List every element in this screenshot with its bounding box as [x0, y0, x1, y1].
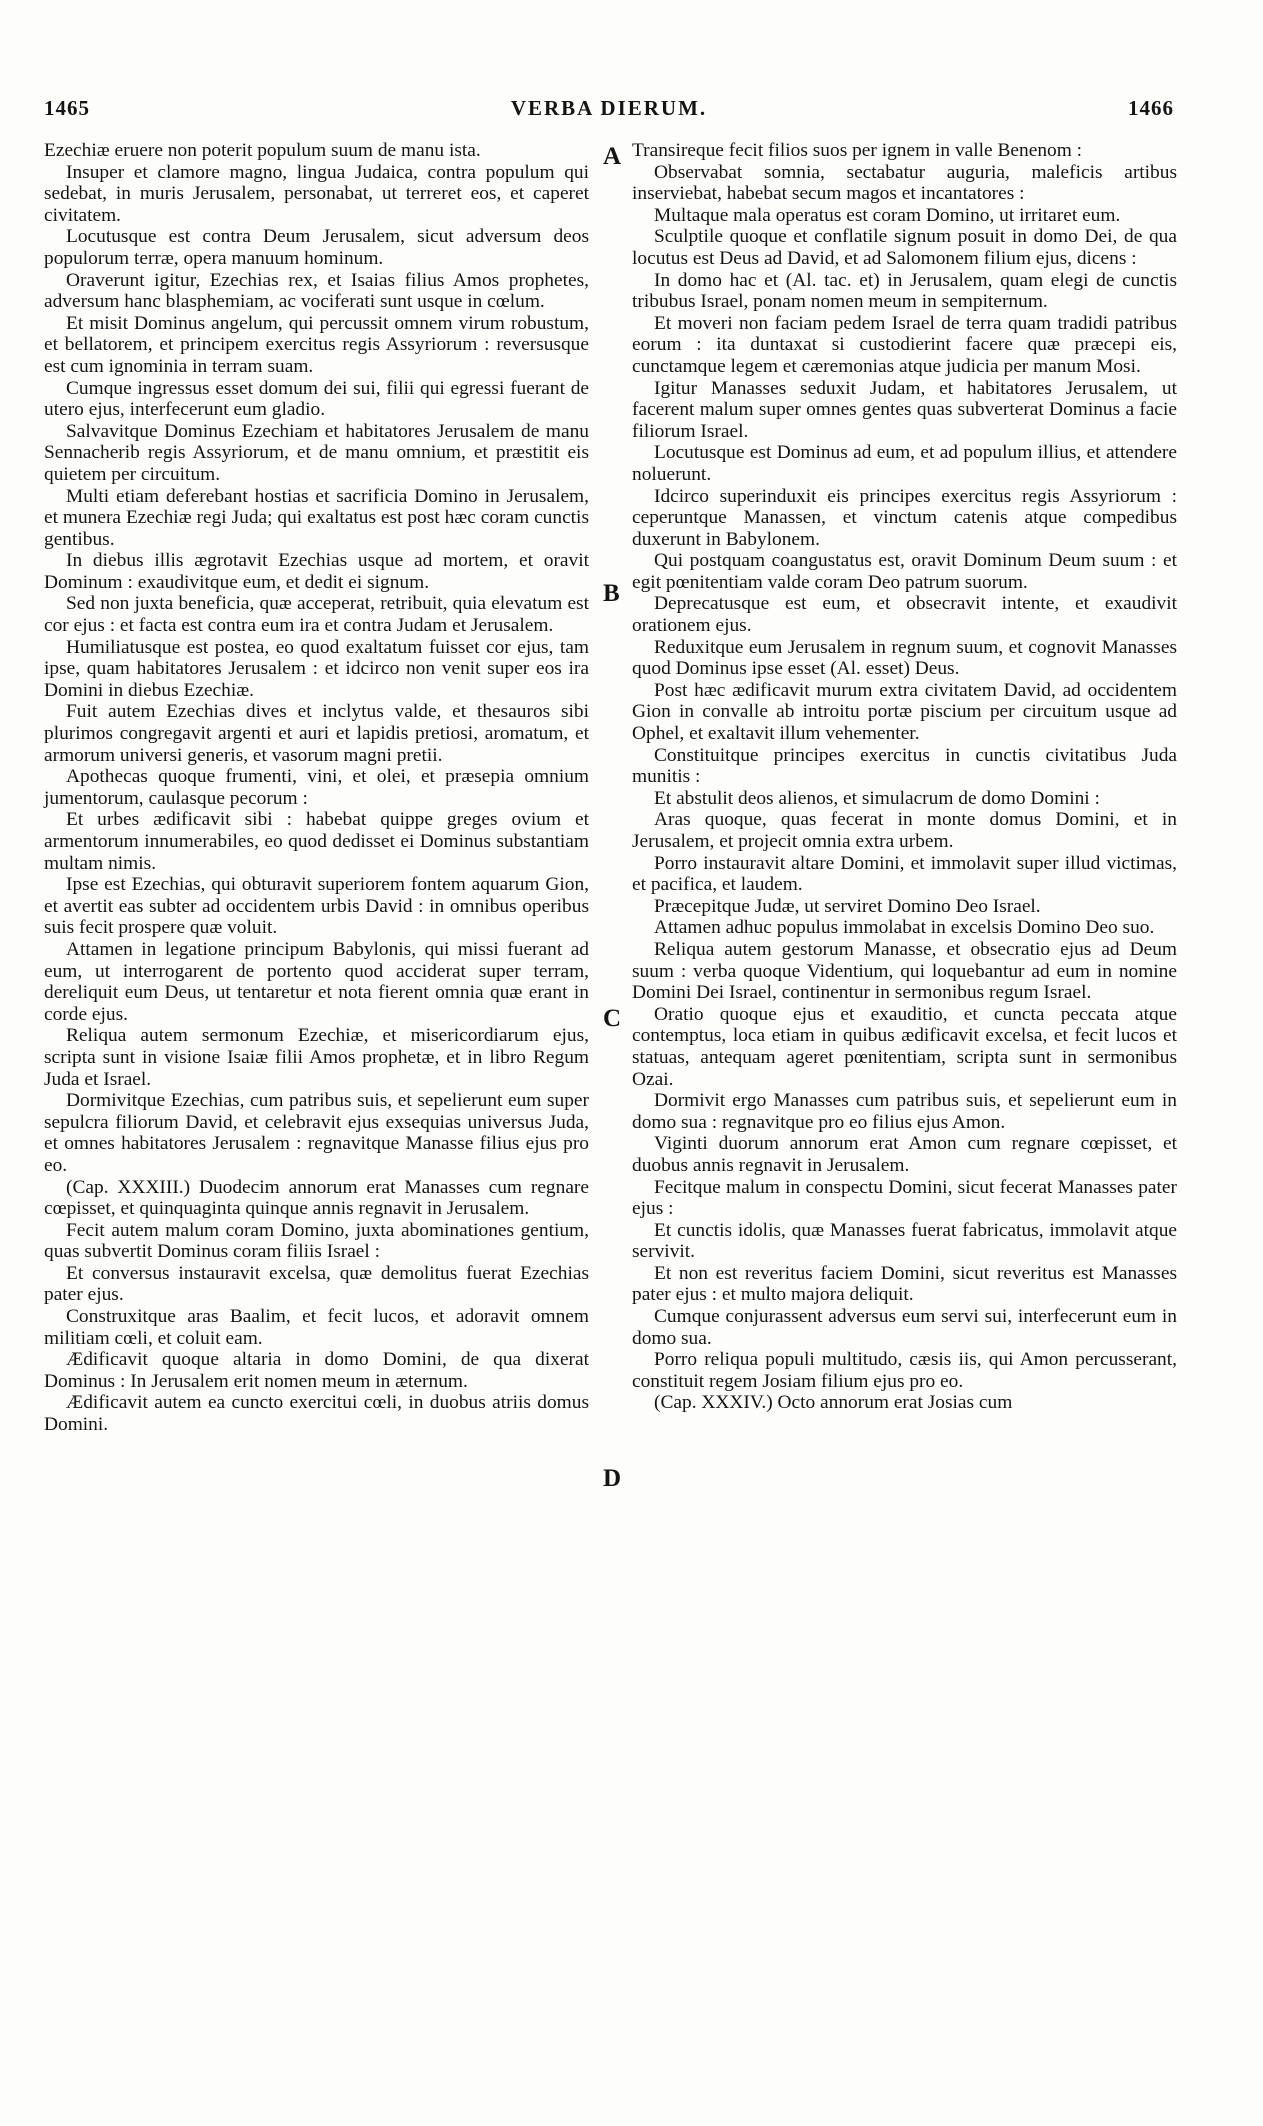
verse-paragraph: Deprecatusque est eum, et obsecravit intente, et exaudivit orationem ejus. [632, 593, 1177, 637]
verse-paragraph: Sed non juxta beneficia, quæ acceperat, retribuit, quia elevatum est cor ejus : et facta est contra eum ira et contra Judam et Jerusalem. [44, 593, 589, 637]
verse-paragraph: Fuit autem Ezechias dives et inclytus valde, et thesauros sibi plurimos congregavit argenti et auri et lapidis pretiosi, aromatum, et armorum universi generis, et vasorum magni pretii. [44, 701, 589, 766]
verse-paragraph: Fecitque malum in conspectu Domini, sicut fecerat Manasses pater ejus : [632, 1176, 1177, 1220]
verse-paragraph: Dormivit ergo Manasses cum patribus suis, et sepelierunt eum in domo sua : regnavitque pro eo filius ejus Amon. [632, 1090, 1177, 1133]
verse-paragraph: Idcirco superinduxit eis principes exercitus regis Assyriorum : ceperuntque Manassen, et vinctum catenis atque compedibus duxerunt in Babylonem. [632, 485, 1177, 550]
verse-paragraph: Porro reliqua populi multitudo, cæsis iis, qui Amon percusserant, constituit regem Josiam filium ejus pro eo. [632, 1349, 1177, 1392]
verse-paragraph: Et cunctis idolis, quæ Manasses fuerat fabricatus, immolavit atque servivit. [632, 1219, 1177, 1263]
verse-paragraph: Cumque conjurassent adversus eum servi sui, interfecerunt eum in domo sua. [632, 1306, 1177, 1349]
verse-paragraph: Multaque mala operatus est coram Domino, ut irritaret eum. [654, 204, 1121, 226]
left-column [44, 140, 589, 1436]
verse-paragraph: Humiliatusque est postea, eo quod exaltatum fuisset cor ejus, tam ipse, quam habitatores Jerusalem : et idcirco non venit super eos ira Domini in diebus Ezechiæ. [44, 636, 589, 701]
verse-paragraph: Et abstulit deos alienos, et simulacrum de domo Domini : [654, 787, 1100, 809]
margin-letter-b: B [603, 580, 620, 607]
verse-paragraph: Et non est reveritus faciem Domini, sicut reveritus est Manasses pater ejus : et multo majora deliquit. [632, 1262, 1177, 1306]
verse-paragraph: Constituitque principes exercitus in cunctis civitatibus Juda munitis : [632, 744, 1177, 788]
verse-paragraph: Igitur Manasses seduxit Judam, et habitatores Jerusalem, ut facerent malum super omnes gentes quas subverterat Dominus a facie filiorum Israel. [632, 377, 1177, 442]
verse-paragraph: Ædificavit autem ea cuncto exercitui cœli, in duobus atriis domus Domini. [44, 1392, 589, 1436]
verse-paragraph: Cumque ingressus esset domum dei sui, filii qui egressi fuerant de utero ejus, interfecerunt eum gladio. [44, 377, 589, 421]
verse-paragraph: Ezechiæ eruere non poterit populum suum de manu ista. [44, 140, 481, 161]
verse-paragraph: Locutusque est Dominus ad eum, et ad populum illius, et attendere noluerunt. [632, 442, 1177, 485]
verse-paragraph: Apothecas quoque frumenti, vini, et olei, et præsepia omnium jumentorum, caulasque pecorum : [44, 766, 589, 809]
verse-paragraph: Observabat somnia, sectabatur auguria, maleficis artibus inserviebat, habebat secum magos et incantatores : [632, 161, 1177, 205]
verse-paragraph: Insuper et clamore magno, lingua Judaica, contra populum qui sedebat, in muris Jerusalem, personabat, ut terreret eos, et caperet civitatem. [44, 161, 589, 226]
verse-paragraph: Post hæc ædificavit murum extra civitatem David, ad occidentem Gion in convalle ab introitu portæ piscium per circuitum usque ad Ophel, et exaltavit illum vehementer. [632, 679, 1177, 745]
verse-paragraph: Multi etiam deferebant hostias et sacrificia Domino in Jerusalem, et munera Ezechiæ regi Juda; qui exaltatus est post hæc coram cunctis gentibus. [44, 485, 589, 550]
verse-paragraph: Oratio quoque ejus et exauditio, et cuncta peccata atque contemptus, loca etiam in quibus ædificavit excelsa, et fecit lucos et statuas, antequam ageret pœnitentiam, scripta sunt in sermonibus Ozai. [632, 1003, 1177, 1090]
verse-paragraph: Et urbes ædificavit sibi : habebat quippe greges ovium et armentorum innumerabiles, eo quod dedisset ei Dominus substantiam multam nimis. [44, 809, 589, 874]
verse-paragraph: Fecit autem malum coram Domino, juxta abominationes gentium, quas subvertit Dominus coram filiis Israel : [44, 1219, 589, 1263]
verse-paragraph: (Cap. XXXIII.) Duodecim annorum erat Manasses cum regnare cœpisset, et quinquaginta quinque annis regnavit in Jerusalem. [44, 1176, 589, 1220]
verse-paragraph: Salvavitque Dominus Ezechiam et habitatores Jerusalem de manu Sennacherib regis Assyriorum, et de manu omnium, et præstitit eis quietem per circuitum. [44, 420, 589, 485]
verse-paragraph: Porro instauravit altare Domini, et immolavit super illud victimas, et pacifica, et laudem. [632, 852, 1177, 896]
running-title: VERBA DIERUM. [510, 96, 708, 120]
verse-paragraph: Et moveri non faciam pedem Israel de terra quam tradidi patribus eorum : ita duntaxat si custodierint facere quæ præcepi eis, cunctamque legem et cæremonias atque judicia per manum Mosi. [632, 312, 1177, 377]
verse-paragraph: Reduxitque eum Jerusalem in regnum suum, et cognovit Manasses quod Dominus ipse esset (Al. esset) Deus. [632, 636, 1177, 680]
verse-paragraph: Et misit Dominus angelum, qui percussit omnem virum robustum, et bellatorem, et principem exercitus regis Assyriorum : reversusque est cum ignominia in terram suam. [44, 312, 589, 377]
verse-paragraph: Locutusque est contra Deum Jerusalem, sicut adversum deos populorum terræ, opera manuum hominum. [44, 226, 589, 269]
right-column [632, 140, 1177, 1414]
margin-letter-c: C [603, 1005, 622, 1032]
margin-letter-a: A [603, 143, 622, 170]
verse-paragraph: Qui postquam coangustatus est, oravit Dominum Deum suum : et egit pœnitentiam valde coram Deo patrum suorum. [632, 550, 1177, 593]
left-page-number: 1465 [44, 96, 90, 120]
verse-paragraph: Oraverunt igitur, Ezechias rex, et Isaias filius Amos prophetes, adversum hanc blasphemiam, ac vociferati sunt usque in cœlum. [44, 269, 589, 313]
verse-paragraph: Aras quoque, quas fecerat in monte domus Domini, et in Jerusalem, et projecit omnia extra urbem. [632, 809, 1177, 852]
verse-paragraph: Ædificavit quoque altaria in domo Domini, de qua dixerat Dominus : In Jerusalem erit nomen meum in æternum. [44, 1349, 589, 1392]
verse-paragraph: (Cap. XXXIV.) Octo annorum erat Josias cum [654, 1392, 1013, 1414]
verse-paragraph: Sculptile quoque et conflatile signum posuit in domo Dei, de qua locutus est Deus ad David, et ad Salomonem filium ejus, dicens : [632, 226, 1177, 269]
right-page-number: 1466 [1128, 96, 1174, 120]
verse-paragraph: Attamen adhuc populus immolabat in excelsis Domino Deo suo. [654, 917, 1155, 939]
verse-paragraph: Dormivitque Ezechias, cum patribus suis, et sepelierunt eum super sepulcra filiorum David, et celebravit ejus exsequias universus Juda, et omnes habitatores Jerusalem : regnavitque Manasse filius ejus pro eo. [44, 1090, 589, 1176]
verse-paragraph: Ipse est Ezechias, qui obturavit superiorem fontem aquarum Gion, et avertit eas subter ad occidentem urbis David : in omnibus operibus suis fecit prospere quæ voluit. [44, 874, 589, 939]
verse-paragraph: Reliqua autem gestorum Manasse, et obsecratio ejus ad Deum suum : verba quoque Videntium, qui loquebantur ad eum in nomine Domini Dei Israel, continentur in sermonibus regum Israel. [632, 938, 1177, 1004]
verse-paragraph: Et conversus instauravit excelsa, quæ demolitus fuerat Ezechias pater ejus. [44, 1262, 589, 1306]
page-header [44, 96, 1174, 126]
verse-paragraph: In diebus illis ægrotavit Ezechias usque ad mortem, et oravit Dominum : exaudivitque eum, et dedit ei signum. [44, 550, 589, 593]
verse-paragraph: Reliqua autem sermonum Ezechiæ, et misericordiarum ejus, scripta sunt in visione Isaiæ filii Amos prophetæ, et in libro Regum Juda et Israel. [44, 1025, 589, 1090]
verse-paragraph: Viginti duorum annorum erat Amon cum regnare cœpisset, et duobus annis regnavit in Jerusalem. [632, 1133, 1177, 1176]
verse-paragraph: Construxitque aras Baalim, et fecit lucos, et adoravit omnem militiam cœli, et coluit eam. [44, 1306, 589, 1349]
margin-letter-d: D [603, 1465, 622, 1492]
verse-paragraph: Attamen in legatione principum Babylonis, qui missi fuerant ad eum, ut interrogarent de portento quod acciderat super terram, dereliquit eum Deus, ut tentaretur et nota fierent omnia quæ erant in corde ejus. [44, 938, 589, 1025]
verse-paragraph: Præcepitque Judæ, ut serviret Domino Deo Israel. [654, 895, 1041, 917]
verse-paragraph: Transireque fecit filios suos per ignem in valle Benenom : [632, 140, 1083, 161]
verse-paragraph: In domo hac et (Al. tac. et) in Jerusalem, quam elegi de cunctis tribubus Israel, ponam nomen meum in sempiternum. [632, 269, 1177, 313]
